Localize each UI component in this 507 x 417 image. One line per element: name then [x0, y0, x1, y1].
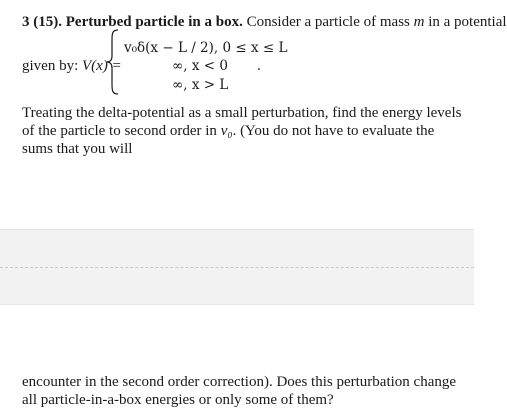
case-left-infinite: ∞, x < 0 — [172, 58, 228, 74]
v0-symbol: v₀ — [220, 123, 233, 139]
mass-symbol: m — [413, 14, 425, 30]
problem-intro-end: in a potential — [424, 14, 507, 30]
continuation-paragraph: encounter in the second order correction). Does this perturbation change all particle-in-a-box energies or only some of them? — [22, 374, 457, 408]
instruction-paragraph — [22, 104, 462, 158]
instruction-text-a: Treating the delta-potential as a small perturbation, find the energy levels of the particle to second order in — [22, 105, 462, 139]
gap-divider — [0, 267, 474, 268]
problem-heading — [22, 13, 507, 31]
page-gap-band — [0, 229, 474, 305]
equation-period: . — [257, 58, 261, 74]
given-by-label: given by: — [22, 58, 82, 74]
problem-number: 3 (15). — [22, 14, 62, 30]
instruction-text-b: . (You do not have to evaluate the sums that you will — [22, 123, 435, 157]
case-delta: v₀δ(x − L / 2), 0 ≤ x ≤ L — [124, 40, 288, 56]
potential-lhs: V(x) = — [82, 58, 122, 74]
left-brace — [106, 28, 120, 96]
problem-intro: Consider a particle of mass — [246, 14, 414, 30]
case-right-infinite: ∞, x > L — [172, 77, 229, 93]
problem-title: Perturbed particle in a box. — [65, 14, 243, 30]
